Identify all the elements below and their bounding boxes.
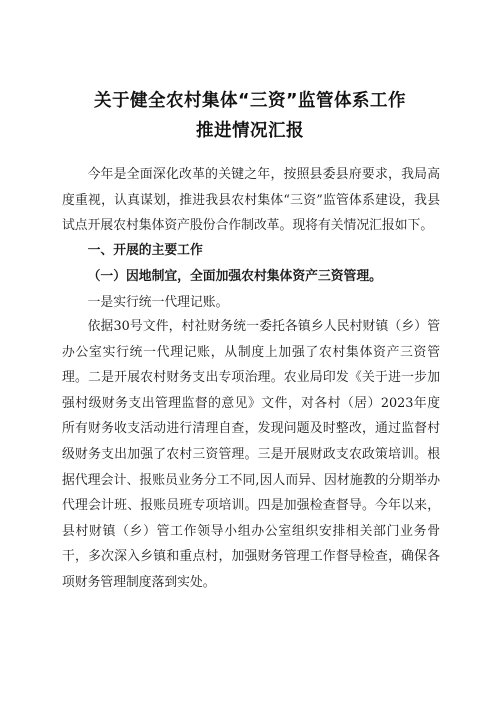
section-heading: 一、开展的主要工作: [87, 243, 203, 258]
subsection-heading: （一）因地制宜，全面加强农村集体资产三资管理。: [87, 269, 382, 284]
main-paragraph: 依据30号文件，村社财务统一委托各镇乡人民村财镇（乡）管办公室实行统一代理记账，从制度上加强了农村集体资产三资管理。二是开展农村财务支出专项治理。农业局印发《关于进一步加强村级财务支出管理监督的意见》文件，对各村（居）2023年度所有财务收支活动进行清理自查，发现问题及时整改，通过监督村级财务支出加强了农村三资管理。三是开展财政支农政策培训。根据代理会计、报账员业务分工不同,因人而异、因材施教的分期举办代理会计班、报账员班专项培训。四是加强检查督导。今年以来，县村财镇（乡）管工作领导小组办公室组织安排相关部门业务骨干，多次深入乡镇和重点村，加强财务管理工作督导检查，确保各项财务管理制度落到实处。: [62, 319, 440, 590]
document-title-line1: 关于健全农村集体“三资”监管体系工作: [93, 91, 406, 111]
intro-text: 今年是全面深化改革的关键之年，按照县委县府要求，我局高度重视，认真谋划，推进我县农村集体“三资”监管体系建设，我县试点开展农村集体资产股份合作制改革。现将有关情况汇报如下。: [62, 167, 440, 234]
document-title-line2: 推进情况汇报: [196, 121, 304, 141]
sub-point: 一是实行统一代理记账。: [87, 295, 229, 310]
intro-paragraph: [62, 162, 440, 239]
